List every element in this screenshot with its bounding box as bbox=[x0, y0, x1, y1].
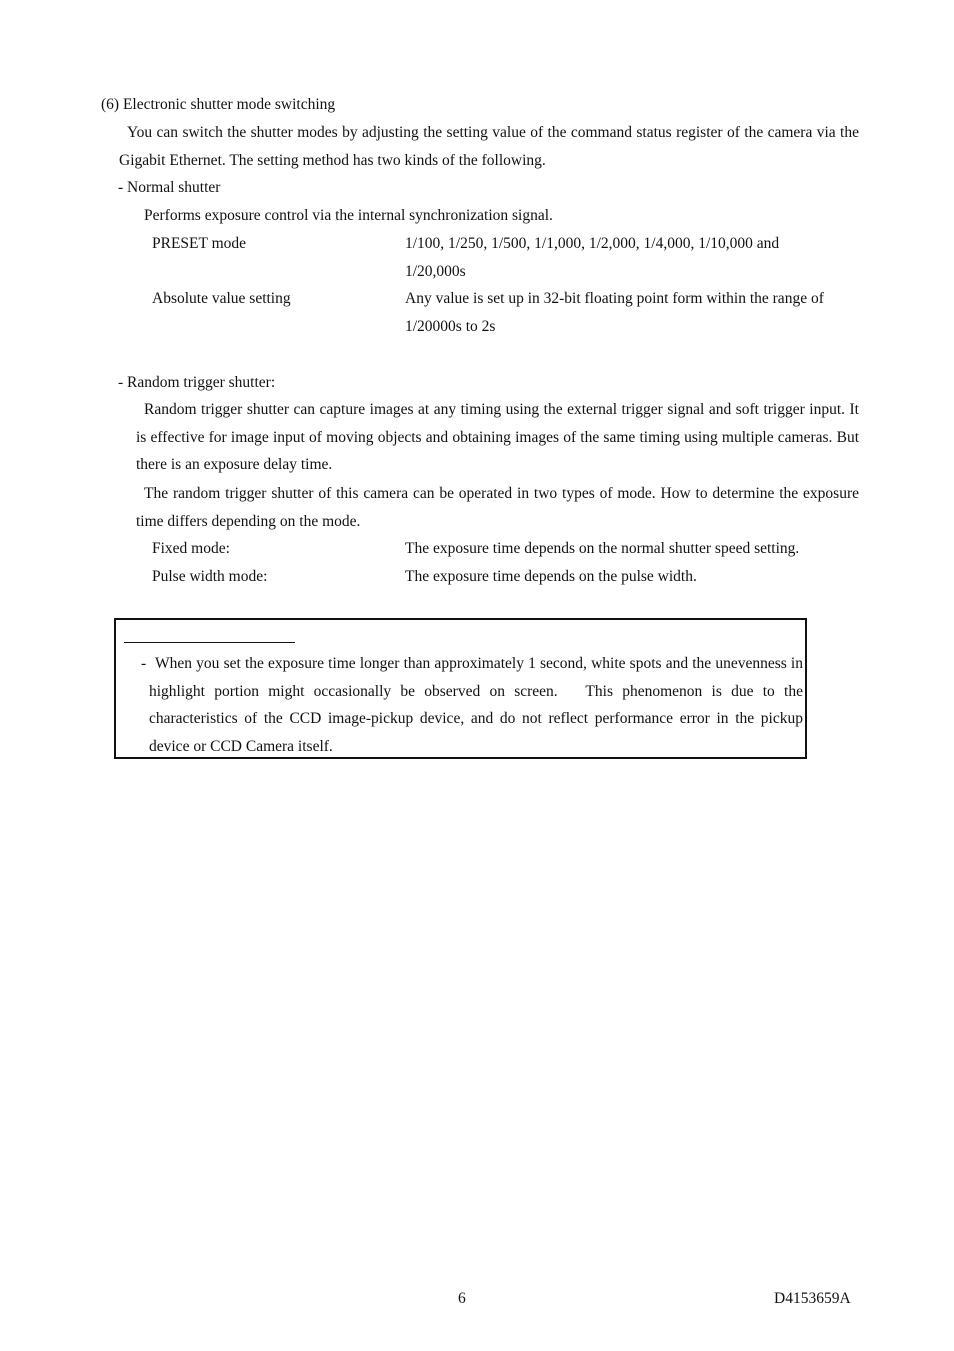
note-bullet: - bbox=[141, 655, 147, 672]
preset-mode-value: 1/100, 1/250, 1/500, 1/1,000, 1/2,000, 1/4,000, 1/10,000 and 1/20,000s bbox=[405, 235, 780, 280]
normal-shutter-description: Performs exposure control via the internal synchronization signal. bbox=[144, 207, 553, 224]
note-text: When you set the exposure time longer than approximately 1 second, white spots and the unevenness in highlight portion might occasionally be observed on screen. This phenomenon is due to the characteristics of the CCD image-pickup device, and do not reflect performance error in the pickup device or CCD Camera itself. bbox=[149, 655, 803, 756]
section-intro: You can switch the shutter modes by adjusting the setting value of the command status register of the camera via the Gigabit Ethernet. The setting method has two kinds of the following. bbox=[119, 124, 859, 169]
fixed-mode-label: Fixed mode: bbox=[152, 540, 230, 557]
document-code: D4153659A bbox=[774, 1290, 851, 1307]
random-trigger-paragraph-1: Random trigger shutter can capture images at any timing using the external trigger signal and soft trigger input. It is effective for image input of moving objects and obtaining images of the same timing using multiple cameras. But there is an exposure delay time. bbox=[136, 401, 859, 474]
absolute-value-label: Absolute value setting bbox=[152, 290, 291, 307]
normal-shutter-heading: - Normal shutter bbox=[118, 179, 221, 196]
pulse-width-mode-value: The exposure time depends on the pulse width. bbox=[405, 568, 697, 585]
fixed-mode-value: The exposure time depends on the normal shutter speed setting. bbox=[405, 540, 800, 557]
note-heading-rule bbox=[124, 642, 295, 643]
page-number: 6 bbox=[458, 1290, 466, 1307]
random-trigger-heading: - Random trigger shutter: bbox=[118, 374, 276, 391]
note-box bbox=[114, 618, 807, 759]
section-heading: (6) Electronic shutter mode switching bbox=[101, 96, 336, 113]
random-trigger-paragraph-2: The random trigger shutter of this camera can be operated in two types of mode. How to determine the exposure time differs depending on the mode. bbox=[136, 485, 859, 530]
pulse-width-mode-label: Pulse width mode: bbox=[152, 568, 268, 585]
absolute-value-value: Any value is set up in 32-bit floating point form within the range of 1/20000s to 2s bbox=[405, 290, 824, 335]
preset-mode-label: PRESET mode bbox=[152, 235, 247, 252]
